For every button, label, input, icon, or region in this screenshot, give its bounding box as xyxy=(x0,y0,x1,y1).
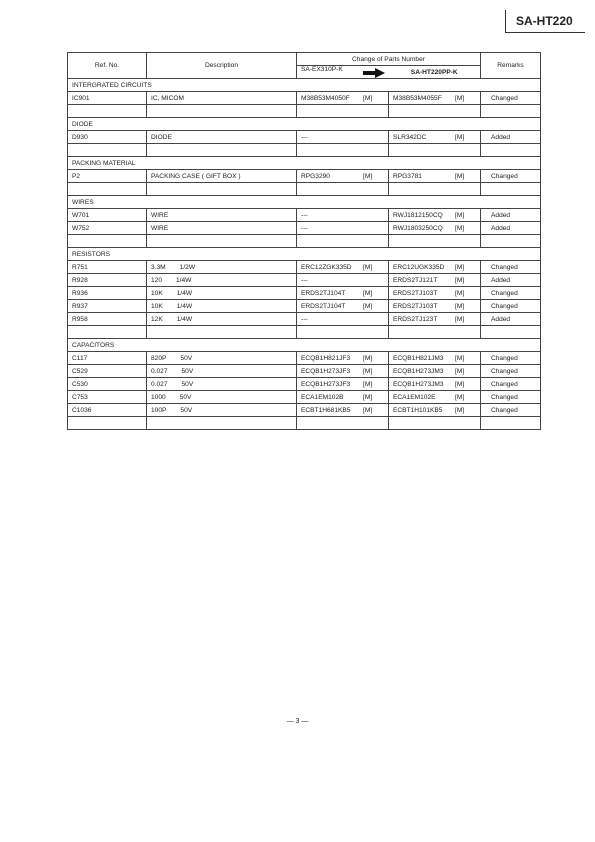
new-part-cell xyxy=(389,222,481,235)
new-part-tag: [M] xyxy=(455,263,465,271)
table-row xyxy=(68,404,541,417)
old-part-tag: [M] xyxy=(363,393,373,401)
new-part-cell xyxy=(389,391,481,404)
new-part-number: ECQB1H821JM3 xyxy=(393,354,444,362)
description-text: WIRE xyxy=(151,211,169,219)
ref-no-cell: C117 xyxy=(68,352,147,365)
ref-no-cell: R936 xyxy=(68,287,147,300)
blank-cell xyxy=(481,235,541,248)
old-part-cell xyxy=(297,209,389,222)
old-part-cell xyxy=(297,261,389,274)
table-row xyxy=(68,313,541,326)
description-cell xyxy=(147,131,297,144)
description-text: IC, MICOM xyxy=(151,94,184,102)
new-part-number: SLR342DC xyxy=(393,133,427,141)
ref-no-cell: R928 xyxy=(68,274,147,287)
description-cell xyxy=(147,170,297,183)
new-part-tag: [M] xyxy=(455,315,465,323)
table-row xyxy=(68,391,541,404)
blank-cell xyxy=(68,105,147,118)
new-part-tag: [M] xyxy=(455,276,465,284)
description-text: 100P xyxy=(151,406,167,414)
blank-cell xyxy=(481,105,541,118)
header-ref-no: Ref. No. xyxy=(68,53,147,79)
new-part-cell xyxy=(389,170,481,183)
table-row xyxy=(68,365,541,378)
blank-cell xyxy=(481,183,541,196)
header-new-model: SA-HT220PP-K xyxy=(389,66,481,79)
old-part-cell xyxy=(297,274,389,287)
remarks-cell: Changed xyxy=(481,391,541,404)
new-part-tag: [M] xyxy=(455,406,465,414)
blank-cell xyxy=(297,235,389,248)
parts-change-table xyxy=(67,52,541,430)
spec-text: 1/4W xyxy=(176,289,193,297)
model-underline xyxy=(505,32,585,33)
description-text: 1000 xyxy=(151,393,166,401)
old-part-number: --- xyxy=(301,211,308,219)
ref-no-cell: D930 xyxy=(68,131,147,144)
ref-no-cell: C753 xyxy=(68,391,147,404)
description-text: 120 xyxy=(151,276,163,284)
old-part-cell xyxy=(297,287,389,300)
remarks-cell: Changed xyxy=(481,352,541,365)
old-part-number: ERDS2TJ104T xyxy=(301,289,346,297)
blank-cell xyxy=(389,183,481,196)
remarks-cell: Changed xyxy=(481,404,541,417)
new-part-tag: [M] xyxy=(455,393,465,401)
blank-cell xyxy=(68,183,147,196)
blank-cell xyxy=(389,326,481,339)
new-part-cell xyxy=(389,131,481,144)
blank-cell xyxy=(68,144,147,157)
description-cell xyxy=(147,378,297,391)
section-title: RESISTORS xyxy=(68,248,541,261)
section-title: INTERGRATED CIRCUITS xyxy=(68,79,541,92)
section-title: DIODE xyxy=(68,118,541,131)
description-text: 820P xyxy=(151,354,167,362)
section-title: PACKING MATERIAL xyxy=(68,157,541,170)
blank-row xyxy=(68,326,541,339)
blank-cell xyxy=(68,326,147,339)
new-part-tag: [M] xyxy=(455,367,465,375)
new-part-cell xyxy=(389,352,481,365)
description-cell xyxy=(147,404,297,417)
blank-cell xyxy=(147,417,297,430)
old-part-number: ERDS2TJ104T xyxy=(301,302,346,310)
old-part-cell xyxy=(297,92,389,105)
new-part-number: ERDS2TJ103T xyxy=(393,302,438,310)
spec-text: 50V xyxy=(180,354,193,362)
spec-text: 50V xyxy=(179,393,192,401)
new-part-tag: [M] xyxy=(455,354,465,362)
table-row xyxy=(68,352,541,365)
new-part-number: ECQB1H273JM3 xyxy=(393,380,444,388)
description-cell xyxy=(147,274,297,287)
old-part-tag: [M] xyxy=(363,354,373,362)
table-row xyxy=(68,378,541,391)
table-row xyxy=(68,287,541,300)
remarks-cell: Added xyxy=(481,274,541,287)
blank-cell xyxy=(389,417,481,430)
page-number: — 3 — xyxy=(286,718,309,725)
new-part-cell xyxy=(389,261,481,274)
new-part-cell xyxy=(389,404,481,417)
spec-text: 1/2W xyxy=(179,263,196,271)
remarks-cell: Added xyxy=(481,222,541,235)
table-row xyxy=(68,209,541,222)
ref-no-cell: R958 xyxy=(68,313,147,326)
blank-cell xyxy=(68,417,147,430)
blank-cell xyxy=(147,326,297,339)
old-part-number: --- xyxy=(301,133,308,141)
ref-no-cell: R751 xyxy=(68,261,147,274)
ref-no-cell: W752 xyxy=(68,222,147,235)
description-cell xyxy=(147,92,297,105)
ref-no-cell: W701 xyxy=(68,209,147,222)
ref-no-cell: R937 xyxy=(68,300,147,313)
spec-text: 1/4W xyxy=(176,276,192,284)
new-part-number: ERDS2TJ123T xyxy=(393,315,438,323)
ref-no-cell: P2 xyxy=(68,170,147,183)
description-cell xyxy=(147,209,297,222)
blank-cell xyxy=(389,105,481,118)
old-part-tag: [M] xyxy=(363,289,373,297)
blank-cell xyxy=(297,144,389,157)
new-part-tag: [M] xyxy=(455,224,465,232)
old-part-number: M38B53M4050F xyxy=(301,94,350,102)
new-part-tag: [M] xyxy=(455,380,465,388)
new-part-cell xyxy=(389,287,481,300)
description-cell xyxy=(147,391,297,404)
model-number: SA-HT220 xyxy=(505,10,585,32)
new-part-tag: [M] xyxy=(455,94,465,102)
blank-cell xyxy=(68,235,147,248)
remarks-cell: Changed xyxy=(481,261,541,274)
new-part-cell xyxy=(389,209,481,222)
description-cell xyxy=(147,287,297,300)
old-part-cell xyxy=(297,365,389,378)
old-part-cell xyxy=(297,313,389,326)
section-header xyxy=(68,248,541,261)
old-part-tag: [M] xyxy=(363,406,373,414)
description-cell xyxy=(147,313,297,326)
ref-no-cell: C529 xyxy=(68,365,147,378)
header-description: Description xyxy=(147,53,297,79)
new-part-tag: [M] xyxy=(455,302,465,310)
description-text: 10K xyxy=(151,302,163,310)
blank-row xyxy=(68,183,541,196)
old-part-cell xyxy=(297,300,389,313)
blank-cell xyxy=(297,105,389,118)
blank-cell xyxy=(297,183,389,196)
new-part-number: ERDS2TJ103T xyxy=(393,289,438,297)
section-header xyxy=(68,118,541,131)
blank-cell xyxy=(481,417,541,430)
spec-text: 50V xyxy=(181,380,194,388)
new-part-cell xyxy=(389,378,481,391)
table-row xyxy=(68,274,541,287)
remarks-cell: Changed xyxy=(481,300,541,313)
blank-cell xyxy=(481,326,541,339)
description-text: 12K xyxy=(151,315,163,323)
old-part-cell xyxy=(297,378,389,391)
blank-row xyxy=(68,105,541,118)
old-part-number: ECBT1H681KB5 xyxy=(301,406,351,414)
section-title: CAPACITORS xyxy=(68,339,541,352)
description-cell xyxy=(147,222,297,235)
description-cell xyxy=(147,352,297,365)
new-part-number: M38B53M4055F xyxy=(393,94,442,102)
old-part-tag: [M] xyxy=(363,367,373,375)
new-part-cell xyxy=(389,92,481,105)
header-old-model xyxy=(297,66,389,79)
old-part-tag: [M] xyxy=(363,172,373,180)
blank-cell xyxy=(147,183,297,196)
new-part-number: ERDS2TJ121T xyxy=(393,276,438,284)
remarks-cell: Changed xyxy=(481,287,541,300)
table-row xyxy=(68,300,541,313)
old-part-tag: [M] xyxy=(363,302,373,310)
old-part-tag: [M] xyxy=(363,94,373,102)
new-part-cell xyxy=(389,365,481,378)
remarks-cell: Changed xyxy=(481,365,541,378)
new-part-tag: [M] xyxy=(455,289,465,297)
section-header xyxy=(68,196,541,209)
description-cell xyxy=(147,365,297,378)
header-remarks: Remarks xyxy=(481,53,541,79)
new-part-number: ECBT1H101KB5 xyxy=(393,406,443,414)
description-text: PACKING CASE ( GIFT BOX ) xyxy=(151,172,241,180)
blank-cell xyxy=(297,326,389,339)
table-body xyxy=(68,79,541,430)
old-part-number: RPG3290 xyxy=(301,172,330,180)
description-text: 3.3M xyxy=(151,263,166,271)
table-row xyxy=(68,222,541,235)
section-header xyxy=(68,157,541,170)
blank-cell xyxy=(147,144,297,157)
new-part-cell xyxy=(389,313,481,326)
blank-row xyxy=(68,235,541,248)
new-part-tag: [M] xyxy=(455,133,465,141)
old-part-number: --- xyxy=(301,224,308,232)
header-change-of-parts-number: Change of Parts Number xyxy=(297,53,481,66)
new-part-number: RWJ1803250CQ xyxy=(393,224,443,232)
old-part-number: ECQB1H273JF3 xyxy=(301,367,351,375)
section-header xyxy=(68,339,541,352)
ref-no-cell: C530 xyxy=(68,378,147,391)
blank-cell xyxy=(147,235,297,248)
blank-cell xyxy=(389,235,481,248)
blank-cell xyxy=(297,417,389,430)
spec-text: 1/4W xyxy=(176,302,193,310)
table-row xyxy=(68,261,541,274)
old-part-cell xyxy=(297,222,389,235)
description-cell xyxy=(147,300,297,313)
description-text: DIODE xyxy=(151,133,172,141)
new-part-number: RWJ1812150CQ xyxy=(393,211,443,219)
new-part-number: RPG3781 xyxy=(393,172,422,180)
old-part-cell xyxy=(297,404,389,417)
old-part-number: --- xyxy=(301,315,308,323)
section-title: WIRES xyxy=(68,196,541,209)
new-part-cell xyxy=(389,300,481,313)
spec-text: 50V xyxy=(180,406,193,414)
new-part-number: ECQB1H273JM3 xyxy=(393,367,444,375)
blank-cell xyxy=(147,105,297,118)
blank-cell xyxy=(481,144,541,157)
new-part-number: ECA1EM102E xyxy=(393,393,436,401)
remarks-cell: Added xyxy=(481,131,541,144)
blank-row xyxy=(68,144,541,157)
table-row xyxy=(68,92,541,105)
old-part-number: ERC12ZGK335D xyxy=(301,263,352,271)
description-text: 0.027 xyxy=(151,380,168,388)
old-model-label: SA-EX310P-K xyxy=(301,66,343,73)
description-text: 0.027 xyxy=(151,367,168,375)
old-part-number: ECQB1H821JF3 xyxy=(301,354,351,362)
new-part-cell xyxy=(389,274,481,287)
old-part-number: ECA1EM102B xyxy=(301,393,344,401)
old-part-cell xyxy=(297,352,389,365)
blank-cell xyxy=(389,144,481,157)
new-part-tag: [M] xyxy=(455,211,465,219)
old-part-number: ECQB1H273JF3 xyxy=(301,380,351,388)
remarks-cell: Changed xyxy=(481,92,541,105)
old-part-tag: [M] xyxy=(363,380,373,388)
blank-row xyxy=(68,417,541,430)
new-part-number: ERC12UGK335D xyxy=(393,263,445,271)
ref-no-cell: IC901 xyxy=(68,92,147,105)
remarks-cell: Added xyxy=(481,313,541,326)
spec-text: 50V xyxy=(181,367,194,375)
old-part-cell xyxy=(297,391,389,404)
section-header xyxy=(68,79,541,92)
new-part-tag: [M] xyxy=(455,172,465,180)
table-row xyxy=(68,131,541,144)
old-part-cell xyxy=(297,170,389,183)
right-arrow-icon xyxy=(363,68,385,78)
description-text: WIRE xyxy=(151,224,169,232)
ref-no-cell: C1036 xyxy=(68,404,147,417)
old-part-number: --- xyxy=(301,276,308,284)
spec-text: 1/4W xyxy=(176,315,193,323)
old-part-tag: [M] xyxy=(363,263,373,271)
remarks-cell: Added xyxy=(481,209,541,222)
description-cell xyxy=(147,261,297,274)
description-text: 10K xyxy=(151,289,163,297)
remarks-cell: Changed xyxy=(481,170,541,183)
old-part-cell xyxy=(297,131,389,144)
remarks-cell: Changed xyxy=(481,378,541,391)
table-row xyxy=(68,170,541,183)
